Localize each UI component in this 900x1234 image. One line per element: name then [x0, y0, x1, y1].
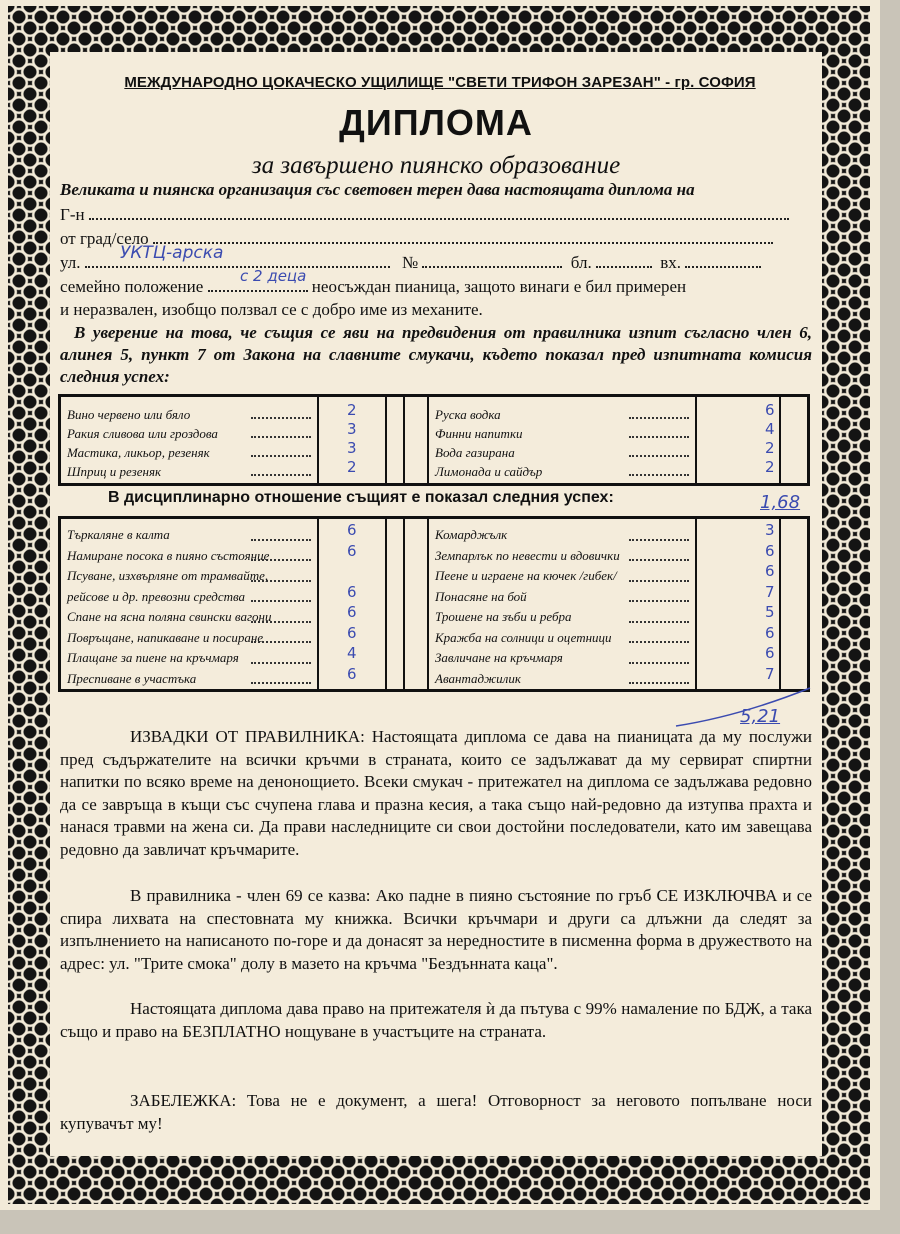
disc-left-label: Намиране посока в пияно състояние [67, 547, 270, 563]
disc-right-label: Завличане на кръчмаря [435, 650, 563, 665]
disc-right-grade: 7 [765, 664, 775, 683]
disc-right-row [435, 648, 691, 669]
exam-left-label: Вино червено или бяло [67, 407, 191, 422]
exam-right-row [435, 462, 691, 481]
disc-right-row [435, 546, 691, 567]
disc-left-grade: 6 [347, 664, 357, 683]
disc-left-dots [251, 580, 311, 582]
disc-left-label: Преспиване в участъка [67, 670, 197, 686]
exam-right-grade: 4 [765, 420, 775, 438]
disc-right-dots [629, 682, 689, 684]
exam-left-row [67, 405, 313, 424]
extract-p3: Настоящата диплома дава право на притежателя ѝ да пътува с 99% намаление по БДЖ, а така също и право на БЕЗПЛАТНО нощуване в участъците на страната. [60, 999, 812, 1041]
exam-left-label: Мастика, ликьор, резеняк [67, 445, 210, 460]
exam-right-grade: 2 [765, 439, 775, 457]
disc-left-row [67, 669, 313, 690]
exam-left-grade: 2 [347, 401, 357, 419]
exam-left-dots [251, 436, 311, 438]
p1-line2: и неразвален, изобщо ползвал се с добро име из механите. [60, 300, 483, 319]
exam-right-grade: 2 [765, 458, 775, 476]
exam-left-grade: 3 [347, 420, 357, 438]
discipline-heading: В дисциплинарно отношение същият е показал следния успех: [108, 489, 614, 506]
exam-right-label: Финни напитки [435, 426, 523, 441]
disc-left-grade: 6 [347, 623, 357, 642]
block-field[interactable] [596, 253, 652, 268]
disc-right-dots [629, 580, 689, 582]
disc-right-label: Земпарлък по невести и вдовички [435, 547, 620, 563]
disc-right-row [435, 525, 691, 546]
disc-right-row [435, 669, 691, 690]
extract-p1: ИЗВАДКИ ОТ ПРАВИЛНИКА: Настоящата диплома се дава на пианицата да му послужи пред съдържателите на всички кръчми в страната, които се задължават да му сервират спиртни напитки по всяко време на денонощието. Всеки смукач - притежател на диплома се задължава редовно да се завръща в къщи със счупена глава и празна кесия, а така също най-редовно да изтупва прахта и нанася травми на жена си. Да прави наследниците си свои достойни последователи, като им завещава редовно да завличат кръчмарите. [60, 727, 812, 859]
disc-right-grade: 6 [765, 541, 775, 560]
disc-left-grade: 6 [347, 541, 357, 560]
no-field[interactable] [422, 253, 562, 268]
disc-left-row [67, 546, 313, 567]
disc-left-label: Повръщане, напикаване и посиране [67, 629, 264, 645]
p1-tail: неосъждан пианица, защото винаги е бил примерен [311, 277, 687, 296]
discipline-average: 5,21 [740, 706, 781, 727]
exam-left-row [67, 443, 313, 462]
disc-right-label: Комарджълк [435, 527, 508, 542]
disc-left-row [67, 525, 313, 546]
marital-line [60, 277, 810, 297]
discipline-table [58, 516, 810, 692]
school-name: МЕЖДУНАРОДНО ЦОКАЧЕСКО УЩИЛИЩЕ "СВЕТИ ТРИФОН ЗАРЕЗАН" - гр. СОФИЯ [124, 74, 756, 91]
disc-left-grade: 4 [347, 644, 357, 662]
disc-right-label: Кражба на солници и оцетници [435, 629, 612, 645]
exam-right-row [435, 443, 691, 462]
disc-left-dots [251, 682, 311, 684]
disc-right-grade: 5 [765, 603, 775, 621]
exam-left-grade: 2 [347, 458, 357, 476]
diploma-subtitle: за завършено пиянско образование [251, 152, 621, 179]
disc-right-grade: 6 [765, 562, 775, 580]
street-label: ул. [60, 253, 81, 272]
disc-right-grade: 6 [765, 623, 775, 642]
exam-left-dots [251, 474, 311, 476]
city-field[interactable] [153, 229, 773, 244]
disc-right-dots [629, 662, 689, 664]
extract-p2: В правилника - член 69 се казва: Ако падне в пияно състояние по гръб СЕ ИЗКЛЮЧВА и се спира лихвата на спестовната му книжка. Всички кръчмари и други са длъжни да следят за изпълнението на написаното по-горе и да донасят за нередностите в писменна форма в дружеството на адрес: ул. "Трите смока" долу в мазето на кръчма "Бездънната каца". [60, 886, 812, 973]
disc-right-grade: 7 [765, 582, 775, 601]
exam-right-label: Руска водка [435, 407, 501, 422]
diploma-content [50, 52, 822, 1156]
exam-table [58, 394, 810, 486]
disc-right-label: Трошене на зъби и ребра [435, 609, 572, 624]
disc-right-dots [629, 559, 689, 561]
disc-left-grade: 6 [347, 521, 357, 539]
exam-left-dots [251, 455, 311, 457]
disc-left-dots [251, 559, 311, 561]
note: ЗАБЕЛЕЖКА: Това не е документ, а шега! Отговорност за неговото попълване носи купувачът му! [60, 1091, 812, 1133]
disc-right-label: Пеене и играене на кючек /гибек/ [435, 568, 617, 583]
disc-left-row [67, 648, 313, 669]
disc-right-row [435, 628, 691, 649]
disc-left-row [67, 607, 313, 628]
exam-right-dots [629, 436, 689, 438]
exam-average: 1,68 [760, 492, 801, 513]
entrance-label: вх. [660, 253, 681, 272]
exam-right-dots [629, 417, 689, 419]
disc-left-dots [251, 539, 311, 541]
marital-value: с 2 деца [240, 267, 307, 285]
disc-right-dots [629, 621, 689, 623]
disc-left-row [67, 566, 313, 587]
exam-right-dots [629, 474, 689, 476]
exam-right-dots [629, 455, 689, 457]
disc-right-label: Понасяне на бой [435, 588, 527, 604]
exam-intro: В уверение на това, че същия се яви на предвидения от правилника изпит съгласно член 6, алинея 5, пункт 7 от Закона на славните смукачи, където показал пред изпитната комисия следния успех: [60, 323, 812, 386]
disc-right-row [435, 587, 691, 608]
disc-left-label: Псуване, изхвърляне от трамвайте, [67, 568, 269, 583]
name-line [60, 205, 810, 225]
entrance-field[interactable] [685, 253, 761, 268]
disc-left-dots [251, 621, 311, 623]
disc-left-grade: 6 [347, 582, 357, 601]
exam-left-grade: 3 [347, 439, 357, 457]
disc-left-dots [251, 662, 311, 664]
exam-right-label: Лимонада и сайдър [435, 464, 543, 479]
disc-left-label: рейсове и др. превозни средства [67, 588, 246, 604]
exam-left-label: Ракия сливова или гроздова [67, 426, 218, 441]
exam-left-row [67, 424, 313, 443]
mr-label: Г-н [60, 205, 85, 224]
exam-left-label: Шприц и резеняк [67, 464, 162, 479]
exam-left-row [67, 462, 313, 481]
disc-right-grade: 3 [765, 521, 775, 539]
street-value: УКТЦ-арска [120, 243, 224, 263]
disc-left-dots [251, 641, 311, 643]
disc-left-row [67, 628, 313, 649]
disc-right-dots [629, 539, 689, 541]
name-field[interactable] [89, 205, 789, 220]
diploma-title: ДИПЛОМА [339, 102, 533, 143]
city-label: от град/село [60, 229, 149, 248]
disc-right-dots [629, 641, 689, 643]
exam-right-label: Вода газирана [435, 445, 515, 460]
disc-left-dots [251, 600, 311, 602]
disc-right-row [435, 566, 691, 587]
disc-left-label: Плащане за пиене на кръчмаря [67, 650, 239, 665]
disc-right-row [435, 607, 691, 628]
disc-left-row [67, 587, 313, 608]
disc-left-grade: 6 [347, 603, 357, 621]
block-label: бл. [570, 253, 592, 272]
disc-right-grade: 6 [765, 644, 775, 662]
disc-right-dots [629, 600, 689, 602]
disc-right-label: Авантаджилик [435, 670, 521, 686]
exam-right-grade: 6 [765, 401, 775, 419]
marital-label: семейно положение [60, 277, 204, 296]
disc-left-label: Търкаляне в калта [67, 527, 170, 542]
intro-text: Великата и пиянска организация със световен терен дава настоящата диплома на [60, 180, 695, 199]
exam-left-dots [251, 417, 311, 419]
exam-right-row [435, 424, 691, 443]
disc-left-label: Спане на ясна поляна свински вагони [67, 609, 272, 624]
exam-right-row [435, 405, 691, 424]
no-label: № [402, 253, 419, 272]
